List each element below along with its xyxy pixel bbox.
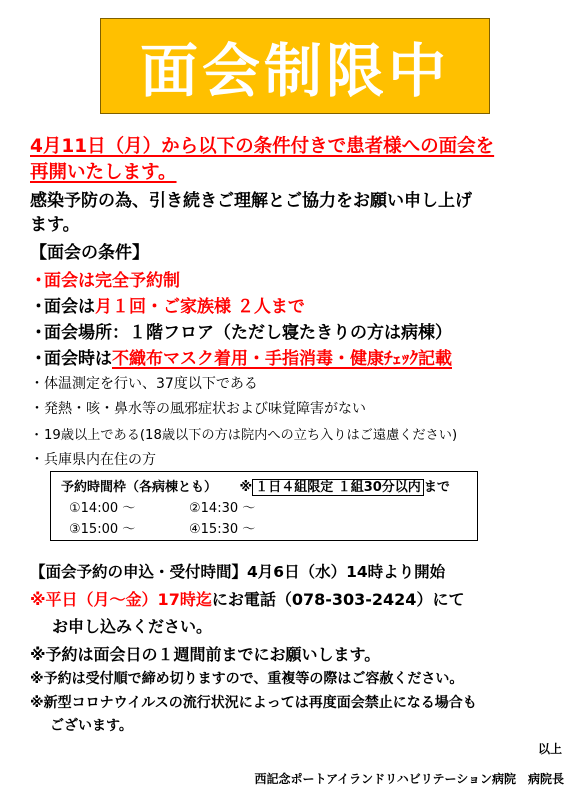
bullet: ・ <box>30 376 44 392</box>
conditions-heading: 【面会の条件】 <box>30 243 149 263</box>
timeslot-3: ③15:00 ～ <box>69 522 136 537</box>
condition-item-8: ・兵庫県内在住の方 <box>30 449 156 469</box>
condition-item-5: ・体温測定を行い、37度以下である <box>30 373 258 393</box>
signature: 西記念ポートアイランドリハビリテーション病院 病院長 <box>254 772 564 786</box>
timeslot-limit-note: １日４組限定 １組30分以内 <box>252 479 424 496</box>
condition-item-1: ・面会は完全予約制 <box>30 266 180 291</box>
reservation-line-3: ※予約は面会日の１週間前までにお願いします。 <box>30 645 381 664</box>
bullet: ・ <box>30 452 44 468</box>
bullet: ・ <box>30 323 47 343</box>
condition-item-4: ・面会時は不織布マスク着用・手指消毒・健康ﾁｪｯｸ記載 <box>30 344 452 369</box>
condition-item-3: ・面会場所：１階フロア（ただし寝たきりの方は病棟） <box>30 318 452 343</box>
condition-item-2: ・面会は月１回・ご家族様 ２人まで <box>30 292 305 317</box>
bullet: ・ <box>30 271 47 291</box>
page-title: 面会制限中 <box>139 37 450 105</box>
condition-item-7: ・19歳以上である(18歳以下の方は院内への立ち入りはご遠慮ください) <box>30 424 457 443</box>
announcement-body-2: ます。 <box>30 215 80 235</box>
reservation-line-5: ※新型コロナウイルスの流行状況によっては再度面会禁止になる場合も <box>30 695 477 711</box>
timeslot-box <box>50 471 478 541</box>
reservation-line-6: ございます。 <box>50 718 133 734</box>
reservation-line-1: ※平日（月～金）17時迄にお電話（078-303-2424）にて <box>30 590 465 609</box>
announcement-line-2: 再開いたします。 <box>30 162 177 183</box>
condition-item-6: ・発熱・咳・鼻水等の風邪症状および味覚障害がない <box>30 398 366 418</box>
timeslot-header: 予約時間枠（各病棟とも） ※ １日４組限定 １組30分以内 まで <box>61 480 450 495</box>
bullet: ・ <box>30 349 47 369</box>
reservation-line-4: ※予約は受付順で締め切りますので、重複等の際はご容赦ください。 <box>30 671 464 687</box>
announcement-body-1: 感染予防の為、引き続きご理解とご協力をお願い申し上げ <box>30 191 472 211</box>
closing-text: 以上 <box>537 742 562 756</box>
bullet: ・ <box>30 401 44 417</box>
title-banner <box>100 18 490 114</box>
bullet: ・ <box>30 428 44 443</box>
bullet: ・ <box>30 297 47 317</box>
reservation-line-2: お申し込みください。 <box>52 617 213 636</box>
timeslot-2: ②14:30 ～ <box>189 501 256 516</box>
announcement-line-1: 4月11日（月）から以下の条件付きで患者様への面会を <box>30 136 495 157</box>
timeslot-label: 予約時間枠（各病棟とも） <box>61 480 218 495</box>
timeslot-4: ④15:30 ～ <box>189 522 256 537</box>
reservation-heading: 【面会予約の申込・受付時間】4月6日（水）14時より開始 <box>30 563 446 581</box>
timeslot-1: ①14:00 ～ <box>69 501 136 516</box>
